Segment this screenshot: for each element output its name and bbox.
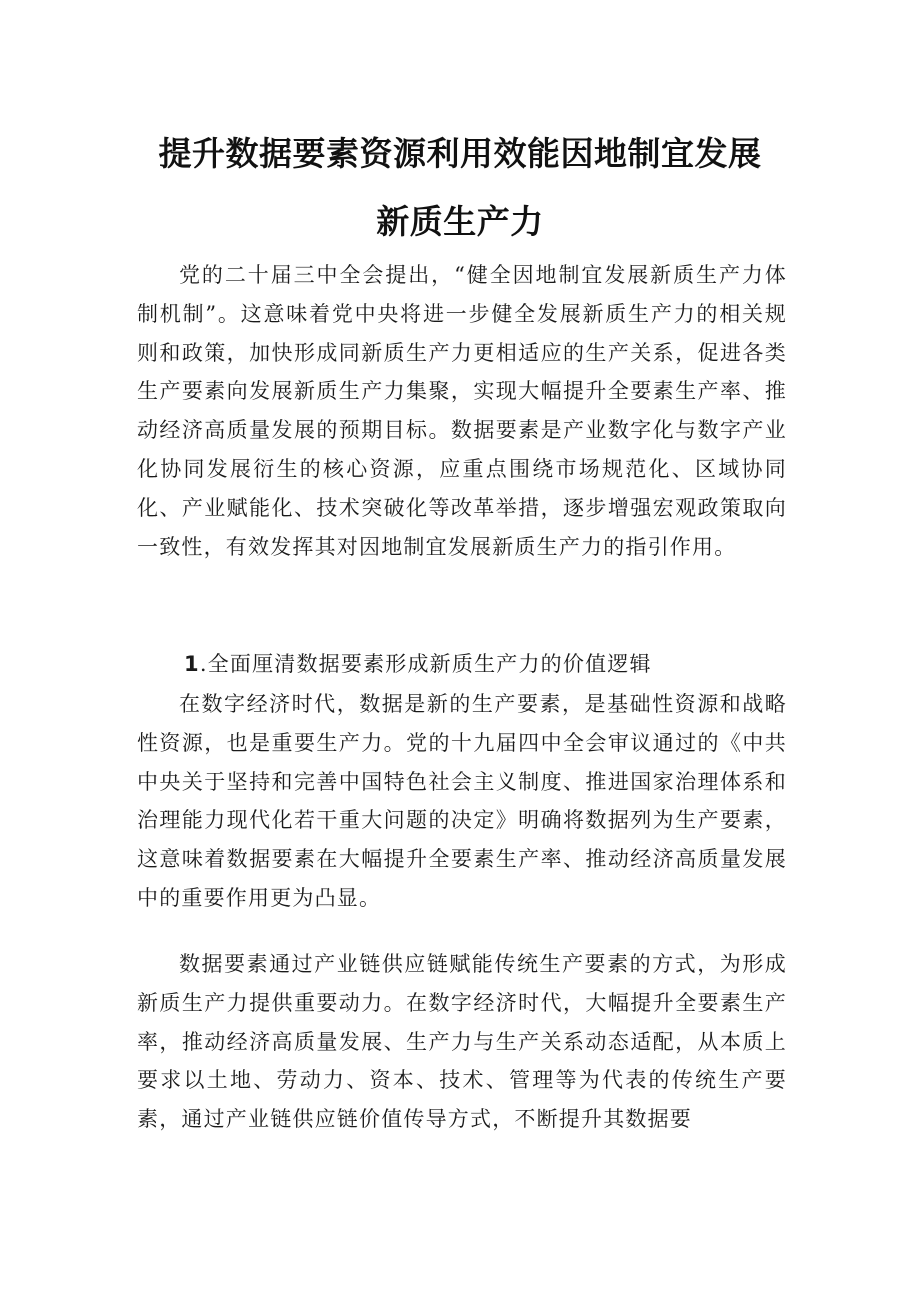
section-heading xyxy=(184,645,652,684)
document-title-line-1: 提升数据要素资源利用效能因地制宜发展 xyxy=(158,134,762,173)
paragraph-data-element-empowerment: 数据要素通过产业链供应链赋能传统生产要素的方式，为形成新质生产力提供重要动力。在数字经济时代，大幅提升全要素生产率，推动经济高质量发展、生产力与生产关系动态适配，从本质上要求以土地、劳动力、资本、技术、管理等为代表的传统生产要素，通过产业链供应链价值传导方式，不断提升其数据要 xyxy=(137,952,787,1132)
document-title-line-2: 新质生产力 xyxy=(376,202,544,241)
paragraph-data-element-definition: 在数字经济时代，数据是新的生产要素，是基础性资源和战略性资源，也是重要生产力。党的十九届四中全会审议通过的《中共中央关于坚持和完善中国特色社会主义制度、推进国家治理体系和治理能力现代化若干重大问题的决定》明确将数据列为生产要素，这意味着数据要素在大幅提升全要素生产率、推动经济高质量发展中的重要作用更为凸显。 xyxy=(137,692,787,910)
paragraph-intro: 党的二十届三中全会提出，“健全因地制宜发展新质生产力体制机制”。这意味着党中央将进一步健全发展新质生产力的相关规则和政策，加快形成同新质生产力更相适应的生产关系，促进各类生产要素向发展新质生产力集聚，实现大幅提升全要素生产率、推动经济高质量发展的预期目标。数据要素是产业数字化与数字产业化协同发展衍生的核心资源，应重点围绕市场规范化、区域协同化、产业赋能化、技术突破化等改革举措，逐步增强宏观政策取向一致性，有效发挥其对因地制宜发展新质生产力的指引作用。 xyxy=(137,263,787,559)
section-heading-number: 1 xyxy=(184,652,200,676)
section-heading-text: .全面厘清数据要素形成新质生产力的价值逻辑 xyxy=(199,652,652,676)
